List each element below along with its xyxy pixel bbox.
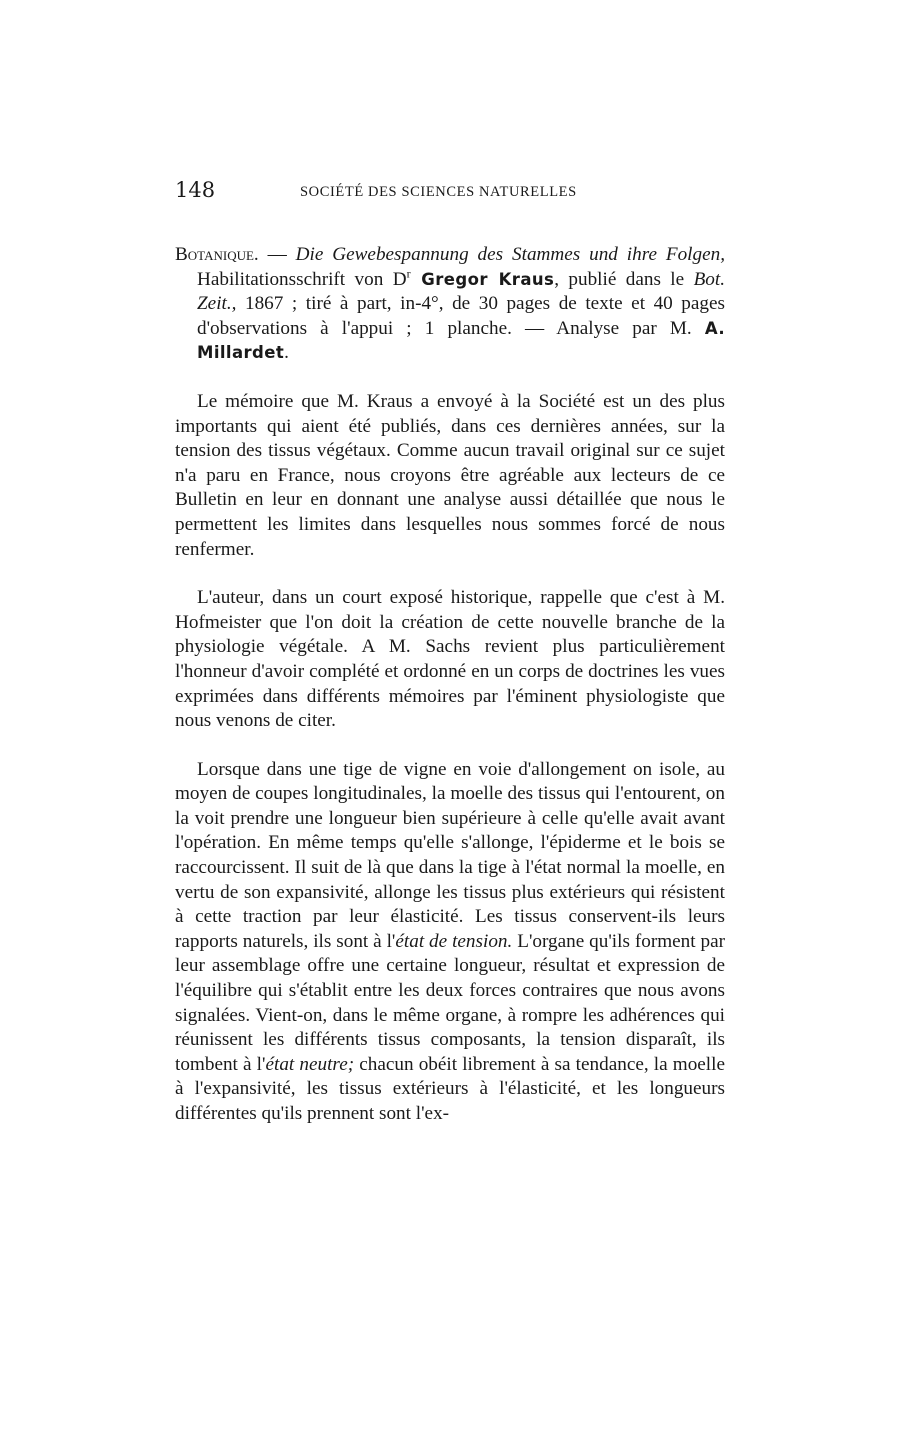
analyst-name: A. Millardet <box>197 318 725 363</box>
entry-text-2: , publié dans le <box>554 268 694 290</box>
term-etat-neutre: état neutre; <box>265 1053 355 1075</box>
section-label: Botanique. <box>175 244 259 265</box>
paragraph-3-part-a: Lorsque dans une tige de vigne en voie d'allongement on isole, au moyen de coupes longitudinales, la moelle des tissus qui l'entourent, on la voit prendre une longueur bien supérieure à celle qu'elle avait avant l'opération. En même temps qu'elle s'allonge, l'épiderme et le bois se raccourcissent. Il suit de là que dans la tige à l'état normal la moelle, en vertu de son expansivité, allonge les tissus plus extérieurs qui résistent à cette traction par leur élasticité. Les tissus conservent-ils leurs rapports naturels, ils sont à l' <box>175 758 725 952</box>
work-title: Die Gewebespannung des Stammes und ihre Folgen, <box>295 244 725 265</box>
paragraph-gap <box>175 366 725 390</box>
paragraph-3-part-c: chacun obéit librement à sa tendance, la moelle à l'expansivité, les tissus extérieurs à l'élasticité, et les longueurs différentes qu'ils prennent sont l'ex- <box>175 1053 725 1124</box>
doctor-superscript: r <box>406 266 411 281</box>
paragraph-1: Le mémoire que M. Kraus a envoyé à la Société est un des plus importants qui aient été publiés, dans ces dernières années, sur la tension des tissus végétaux. Comme aucun travail original sur ce sujet n'a paru en France, nous croyons être agréable aux lecteurs de ce Bulletin en leur en donnant une analyse aussi détaillée que nous le permettent les limites dans lesquelles nous sommes forcé de nous renfermer. <box>175 390 725 560</box>
term-etat-de-tension: état de tension. <box>395 930 513 952</box>
paragraph-gap <box>175 562 725 586</box>
entry-dash: — <box>258 244 296 265</box>
running-title: SOCIÉTÉ DES SCIENCES NATURELLES <box>300 184 577 200</box>
page-number: 148 <box>175 178 216 202</box>
paragraph-3-part-b: L'organe qu'ils forment par leur assemblage offre une certaine longueur, résultat et expression de l'équilibre qui s'établit entre les deux forces contraires que nous avons signalées. Vient-on, dans le même organe, à rompre les adhérences qui réunissent les différents tissus composants, la tension disparaît, ils tombent à l' <box>175 930 725 1075</box>
entry-end: . <box>284 342 289 364</box>
entry-text-1: Habilitationsschrift von D <box>197 268 407 290</box>
paragraph-3 <box>175 758 725 1127</box>
paragraph-gap <box>175 734 725 758</box>
page-header <box>175 178 725 208</box>
page-body <box>175 243 725 1127</box>
journal-title: Bot. Zeit., <box>197 268 726 315</box>
bibliographic-entry <box>175 243 725 366</box>
author-name: Gregor Kraus <box>410 269 555 289</box>
entry-text-3: 1867 ; tiré à part, in-4°, de 30 pages de texte et 40 pages d'observations à l'appui ; 1 planche. — Analyse par M. <box>197 293 725 339</box>
paragraph-2: L'auteur, dans un court exposé historique, rappelle que c'est à M. Hofmeister que l'on doit la création de cette nouvelle branche de la physiologie végétale. A M. Sachs revient plus particulièrement l'honneur d'avoir complété et ordonné en un corps de doctrines les vues exprimées dans différents mémoires par l'éminent physiologiste que nous venons de citer. <box>175 587 725 732</box>
